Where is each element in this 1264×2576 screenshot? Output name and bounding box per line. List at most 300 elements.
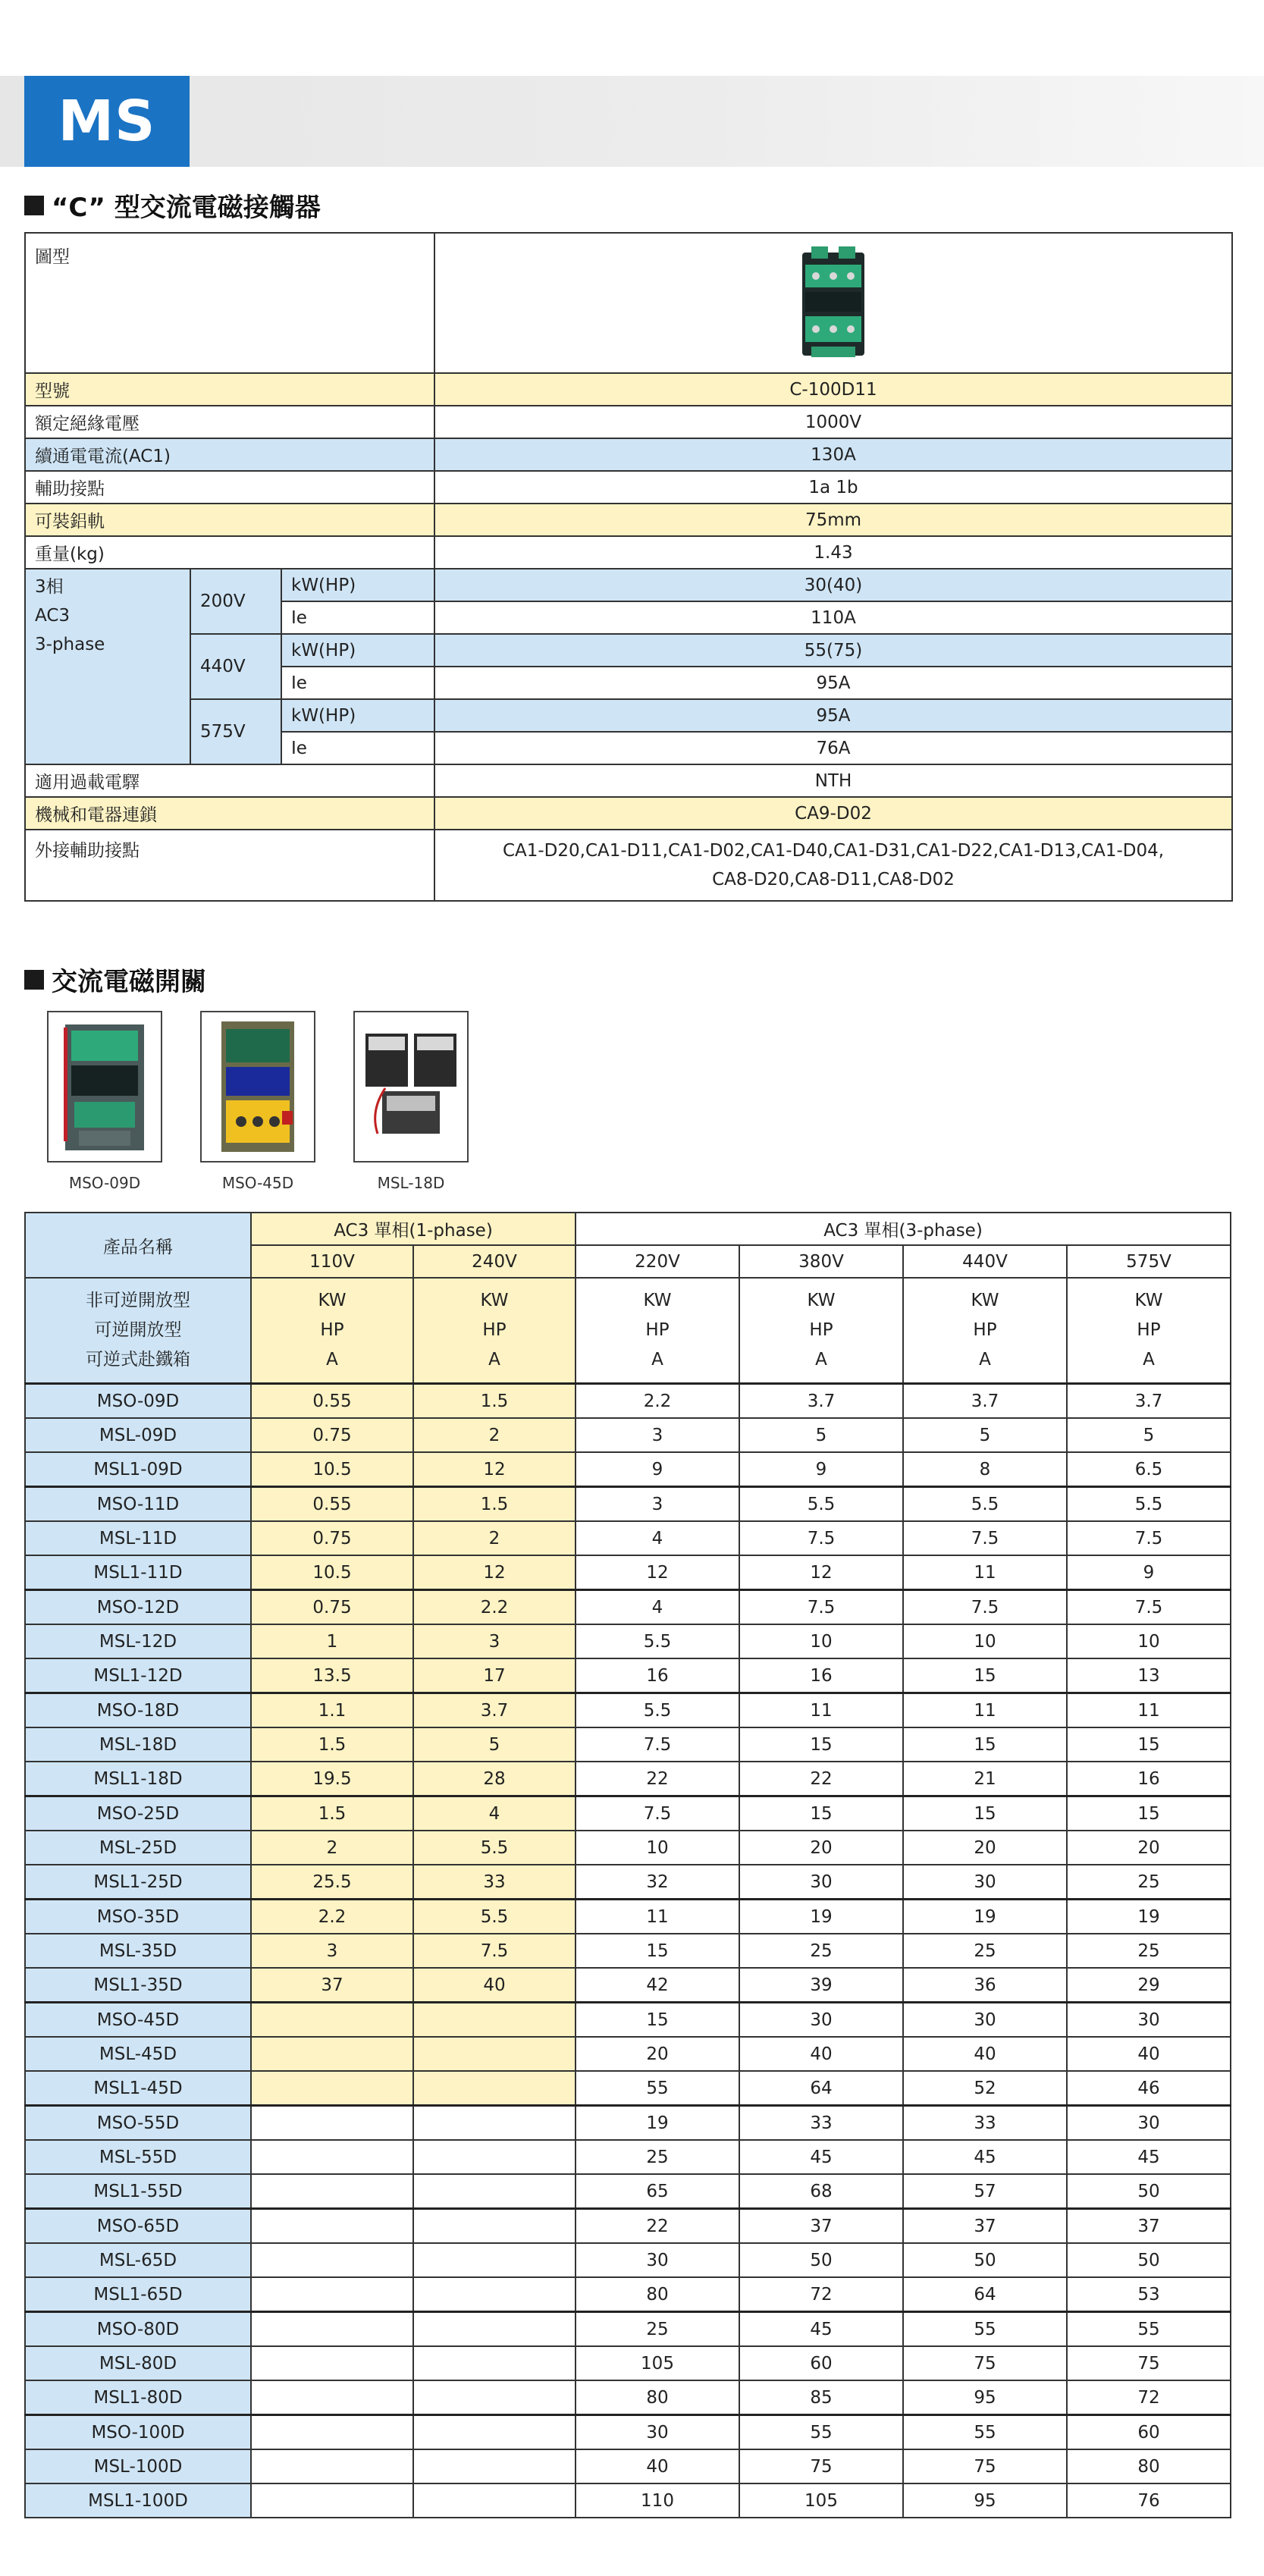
voltage-header: 575V [1067, 1245, 1231, 1278]
value-cell: 28 [413, 1762, 576, 1796]
value-cell: 25 [1067, 1865, 1231, 1900]
spec-value: C-100D11 [434, 373, 1232, 406]
value-cell [413, 2380, 576, 2415]
table-row [25, 1418, 1231, 1452]
value-cell [413, 2174, 576, 2209]
value-cell: 68 [739, 2174, 903, 2209]
value-cell: 30 [739, 1865, 903, 1900]
table-row [25, 1555, 1231, 1590]
legend-units [1067, 1278, 1231, 1384]
model-name: MSL-35D [25, 1934, 251, 1968]
kw-label: kW(HP) [281, 634, 434, 667]
photo-caption-2: MSO-45D [221, 1174, 294, 1192]
spec-row-aux [25, 830, 1232, 901]
value-cell: 110 [576, 2483, 739, 2518]
voltage-header: 380V [739, 1245, 903, 1278]
legend-unit: KW [807, 1291, 836, 1310]
value-cell: 46 [1067, 2071, 1231, 2106]
model-name: MSO-11D [25, 1487, 251, 1522]
table-row [25, 2209, 1231, 2244]
value-cell [413, 2140, 576, 2174]
value-cell [251, 2449, 413, 2483]
value-cell: 15 [903, 1658, 1067, 1693]
value-cell [251, 2312, 413, 2347]
model-name: MSL1-100D [25, 2483, 251, 2518]
value-cell: 5.5 [576, 1624, 739, 1658]
value-cell: 10.5 [251, 1452, 413, 1487]
model-name: MSL1-80D [25, 2380, 251, 2415]
value-cell: 20 [739, 1831, 903, 1865]
value-cell: 2.2 [576, 1384, 739, 1419]
value-cell: 37 [739, 2209, 903, 2244]
value-cell: 20 [576, 2037, 739, 2071]
value-cell: 72 [739, 2277, 903, 2312]
model-name: MSL-12D [25, 1624, 251, 1658]
value-cell: 7.5 [739, 1521, 903, 1555]
legend-unit: A [651, 1350, 663, 1370]
value-cell [251, 2277, 413, 2312]
table-row [25, 2106, 1231, 2141]
value-cell: 30 [576, 2243, 739, 2277]
spec-label: 適用過載電驛 [25, 764, 434, 797]
header-1phase: AC3 單相(1-phase) [251, 1213, 576, 1245]
value-cell [251, 2483, 413, 2518]
table-row [25, 2483, 1231, 2518]
value-cell: 45 [739, 2140, 903, 2174]
magnetic-switch-table [24, 1212, 1231, 2518]
model-name: MSL-09D [25, 1418, 251, 1452]
value-cell: 25 [576, 2140, 739, 2174]
value-cell: 55 [739, 2415, 903, 2450]
image-label: 圖型 [35, 247, 70, 267]
aux-value [434, 830, 1232, 901]
voltage-cell: 575V [190, 699, 281, 764]
value-cell: 32 [576, 1865, 739, 1900]
spec-label: 機械和電器連鎖 [25, 797, 434, 830]
value-cell: 50 [1067, 2174, 1231, 2209]
spec-label: 型號 [25, 373, 434, 406]
value-cell: 40 [1067, 2037, 1231, 2071]
product-photo-mso-45d [200, 1011, 315, 1162]
legend-unit: HP [973, 1320, 997, 1340]
table-row [25, 2312, 1231, 2347]
spec-row [25, 406, 1232, 438]
value-cell: 11 [739, 1693, 903, 1728]
kw-label: kW(HP) [281, 699, 434, 732]
value-cell: 40 [576, 2449, 739, 2483]
model-name: MSL-45D [25, 2037, 251, 2071]
value-cell: 75 [903, 2346, 1067, 2380]
phase-label [25, 569, 190, 764]
value-cell: 5 [413, 1727, 576, 1762]
value-cell [251, 2415, 413, 2450]
model-name: MSL-25D [25, 1831, 251, 1865]
value-cell: 64 [903, 2277, 1067, 2312]
value-cell: 30 [903, 1865, 1067, 1900]
value-cell: 64 [739, 2071, 903, 2106]
voltage-cell: 440V [190, 634, 281, 699]
value-cell: 19 [1067, 1900, 1231, 1934]
legend-units [576, 1278, 739, 1384]
value-cell [413, 2449, 576, 2483]
model-name: MSL-11D [25, 1521, 251, 1555]
value-cell: 80 [1067, 2449, 1231, 2483]
spec-row [25, 764, 1232, 797]
value-cell: 52 [903, 2071, 1067, 2106]
model-name: MSO-65D [25, 2209, 251, 2244]
value-cell: 3 [576, 1418, 739, 1452]
value-cell: 1 [251, 1624, 413, 1658]
value-cell: 30 [1067, 2003, 1231, 2038]
table-row [25, 1487, 1231, 1522]
table-row [25, 2380, 1231, 2415]
spec-value: CA9-D02 [434, 797, 1232, 830]
value-cell: 5 [739, 1418, 903, 1452]
legend-unit: HP [482, 1320, 507, 1340]
ie-value: 110A [434, 601, 1232, 634]
value-cell: 22 [576, 1762, 739, 1796]
value-cell: 105 [576, 2346, 739, 2380]
value-cell: 3 [413, 1624, 576, 1658]
model-name: MSO-25D [25, 1796, 251, 1831]
table-row [25, 1865, 1231, 1900]
spec-label: 額定絕緣電壓 [25, 406, 434, 438]
value-cell: 25.5 [251, 1865, 413, 1900]
spec-label: 外接輔助接點 [25, 830, 434, 901]
value-cell: 10 [576, 1831, 739, 1865]
value-cell: 7.5 [739, 1590, 903, 1625]
value-cell: 25 [903, 1934, 1067, 1968]
value-cell [413, 2277, 576, 2312]
value-cell: 20 [903, 1831, 1067, 1865]
value-cell: 75 [1067, 2346, 1231, 2380]
value-cell: 3.7 [1067, 1384, 1231, 1419]
value-cell: 5.5 [739, 1487, 903, 1522]
table-row [25, 1624, 1231, 1658]
value-cell: 75 [903, 2449, 1067, 2483]
value-cell: 25 [1067, 1934, 1231, 1968]
product-name-header: 產品名稱 [25, 1213, 251, 1278]
voltage-header: 440V [903, 1245, 1067, 1278]
legend-unit: HP [320, 1320, 344, 1340]
model-name: MSL1-09D [25, 1452, 251, 1487]
value-cell: 30 [1067, 2106, 1231, 2141]
value-cell: 60 [739, 2346, 903, 2380]
value-cell: 13.5 [251, 1658, 413, 1693]
value-cell: 4 [576, 1590, 739, 1625]
value-cell: 11 [1067, 1693, 1231, 1728]
spec-value: NTH [434, 764, 1232, 797]
value-cell [251, 2071, 413, 2106]
spec-value: 1000V [434, 406, 1232, 438]
value-cell: 7.5 [576, 1796, 739, 1831]
value-cell: 5.5 [576, 1693, 739, 1728]
table-row [25, 1762, 1231, 1796]
value-cell: 45 [903, 2140, 1067, 2174]
value-cell: 1.5 [251, 1727, 413, 1762]
value-cell: 5.5 [1067, 1487, 1231, 1522]
value-cell: 45 [1067, 2140, 1231, 2174]
table-row [25, 2037, 1231, 2071]
product-image-3 [355, 1012, 467, 1161]
value-cell: 1.1 [251, 1693, 413, 1728]
value-cell: 30 [739, 2003, 903, 2038]
value-cell: 9 [576, 1452, 739, 1487]
legend-unit: KW [1134, 1291, 1163, 1310]
phase-label-line: 3相 [35, 577, 64, 597]
value-cell: 5 [1067, 1418, 1231, 1452]
value-cell: 50 [903, 2243, 1067, 2277]
value-cell: 10 [903, 1624, 1067, 1658]
value-cell: 16 [739, 1658, 903, 1693]
header-banner [0, 76, 1264, 167]
value-cell [251, 2106, 413, 2141]
spec-value: 75mm [434, 504, 1232, 536]
model-name: MSO-100D [25, 2415, 251, 2450]
section-title-text: 交流電磁開關 [52, 967, 206, 997]
value-cell: 9 [739, 1452, 903, 1487]
section-title-text: “C” 型交流電磁接觸器 [52, 193, 321, 223]
value-cell: 7.5 [413, 1934, 576, 1968]
value-cell: 4 [576, 1521, 739, 1555]
value-cell: 57 [903, 2174, 1067, 2209]
value-cell: 19 [739, 1900, 903, 1934]
spec-label: 可裝鋁軌 [25, 504, 434, 536]
value-cell: 80 [576, 2277, 739, 2312]
ie-label: Ie [281, 601, 434, 634]
value-cell: 13 [1067, 1658, 1231, 1693]
value-cell: 55 [1067, 2312, 1231, 2347]
value-cell: 50 [1067, 2243, 1231, 2277]
value-cell: 55 [903, 2415, 1067, 2450]
value-cell: 105 [739, 2483, 903, 2518]
voltage-header: 110V [251, 1245, 413, 1278]
table-row [25, 1693, 1231, 1728]
bullet-square-icon [24, 196, 44, 215]
value-cell: 65 [576, 2174, 739, 2209]
value-cell: 19.5 [251, 1762, 413, 1796]
value-cell: 16 [576, 1658, 739, 1693]
value-cell: 37 [251, 1968, 413, 2003]
legend-labels [25, 1278, 251, 1384]
value-cell: 2 [251, 1831, 413, 1865]
table-row [25, 1968, 1231, 2003]
value-cell: 2 [413, 1521, 576, 1555]
value-cell: 76 [1067, 2483, 1231, 2518]
table-row [25, 2071, 1231, 2106]
value-cell: 10 [1067, 1624, 1231, 1658]
value-cell: 37 [903, 2209, 1067, 2244]
value-cell: 7.5 [1067, 1521, 1231, 1555]
product-photo-mso-09d [47, 1011, 162, 1162]
model-name: MSO-80D [25, 2312, 251, 2347]
table-row [25, 1590, 1231, 1625]
table-row [25, 2346, 1231, 2380]
value-cell [413, 2483, 576, 2518]
phase-row [25, 569, 1232, 601]
value-cell: 33 [413, 1865, 576, 1900]
value-cell [251, 2380, 413, 2415]
value-cell: 9 [1067, 1555, 1231, 1590]
legend-unit: KW [971, 1291, 999, 1310]
value-cell: 15 [903, 1796, 1067, 1831]
value-cell: 10 [739, 1624, 903, 1658]
section-title-switch [24, 961, 206, 998]
model-name: MSL1-12D [25, 1658, 251, 1693]
legend-label: 可逆開放型 [94, 1320, 182, 1340]
contactor-spec-table [24, 232, 1233, 902]
value-cell: 17 [413, 1658, 576, 1693]
value-cell: 50 [739, 2243, 903, 2277]
contactor-image [799, 246, 867, 360]
ie-label: Ie [281, 732, 434, 764]
legend-unit: KW [643, 1291, 672, 1310]
value-cell: 30 [903, 2003, 1067, 2038]
value-cell [251, 2209, 413, 2244]
value-cell: 15 [739, 1796, 903, 1831]
legend-label: 非可逆開放型 [86, 1291, 190, 1310]
value-cell: 7.5 [903, 1590, 1067, 1625]
model-name: MSL-80D [25, 2346, 251, 2380]
value-cell: 29 [1067, 1968, 1231, 2003]
product-image-2 [202, 1012, 314, 1161]
model-name: MSL-65D [25, 2243, 251, 2277]
model-name: MSO-45D [25, 2003, 251, 2038]
legend-unit: A [815, 1350, 827, 1370]
value-cell [251, 2003, 413, 2038]
value-cell: 16 [1067, 1762, 1231, 1796]
value-cell: 19 [576, 2106, 739, 2141]
value-cell: 7.5 [903, 1521, 1067, 1555]
table-row [25, 1452, 1231, 1487]
ie-value: 95A [434, 667, 1232, 699]
bullet-square-icon [24, 970, 44, 990]
table-row [25, 2277, 1231, 2312]
spec-row [25, 471, 1232, 504]
value-cell [251, 2140, 413, 2174]
value-cell [251, 2243, 413, 2277]
table-row [25, 1934, 1231, 1968]
value-cell [413, 2415, 576, 2450]
value-cell [251, 2346, 413, 2380]
table-row [25, 1900, 1231, 1934]
product-image-1 [49, 1012, 161, 1161]
legend-units [903, 1278, 1067, 1384]
value-cell: 2 [413, 1418, 576, 1452]
value-cell: 1.5 [251, 1796, 413, 1831]
table-row [25, 1727, 1231, 1762]
value-cell: 72 [1067, 2380, 1231, 2415]
spec-value: 1a 1b [434, 471, 1232, 504]
value-cell: 5.5 [413, 1900, 576, 1934]
spec-row [25, 536, 1232, 569]
value-cell: 7.5 [576, 1727, 739, 1762]
value-cell: 8 [903, 1452, 1067, 1487]
value-cell: 3 [576, 1487, 739, 1522]
value-cell: 37 [1067, 2209, 1231, 2244]
model-name: MSO-18D [25, 1693, 251, 1728]
value-cell: 53 [1067, 2277, 1231, 2312]
value-cell: 25 [739, 1934, 903, 1968]
phase-row [25, 699, 1232, 732]
legend-unit: HP [809, 1320, 833, 1340]
contactor-image-cell [434, 233, 1232, 373]
value-cell: 39 [739, 1968, 903, 2003]
model-name: MSL1-35D [25, 1968, 251, 2003]
legend-unit: KW [318, 1291, 347, 1310]
table-row [25, 2140, 1231, 2174]
value-cell: 40 [903, 2037, 1067, 2071]
photo-caption-1: MSO-09D [68, 1174, 141, 1192]
value-cell: 11 [576, 1900, 739, 1934]
legend-row [25, 1278, 1231, 1384]
value-cell: 15 [1067, 1796, 1231, 1831]
value-cell [413, 2243, 576, 2277]
value-cell: 12 [739, 1555, 903, 1590]
spec-row [25, 797, 1232, 830]
value-cell: 33 [903, 2106, 1067, 2141]
section-title-contactor [24, 187, 321, 224]
value-cell: 21 [903, 1762, 1067, 1796]
value-cell: 0.55 [251, 1487, 413, 1522]
aux-line-2: CA8-D20,CA8-D11,CA8-D02 [712, 870, 955, 890]
spec-value: 130A [434, 438, 1232, 471]
table-row [25, 1521, 1231, 1555]
table-row [25, 2243, 1231, 2277]
legend-unit: A [1143, 1350, 1155, 1370]
value-cell: 0.75 [251, 1418, 413, 1452]
model-name: MSL-55D [25, 2140, 251, 2174]
image-label-cell [25, 233, 434, 373]
value-cell: 40 [739, 2037, 903, 2071]
table-row [25, 2415, 1231, 2450]
spec-row [25, 504, 1232, 536]
table-row [25, 2003, 1231, 2038]
value-cell: 15 [576, 2003, 739, 2038]
value-cell: 5.5 [903, 1487, 1067, 1522]
value-cell: 95 [903, 2380, 1067, 2415]
legend-unit: A [326, 1350, 338, 1370]
value-cell: 1.5 [413, 1384, 576, 1419]
table-row [25, 1796, 1231, 1831]
table-row [25, 2174, 1231, 2209]
model-name: MSL1-45D [25, 2071, 251, 2106]
legend-unit: HP [1137, 1320, 1161, 1340]
value-cell: 3.7 [739, 1384, 903, 1419]
value-cell: 33 [739, 2106, 903, 2141]
value-cell: 6.5 [1067, 1452, 1231, 1487]
value-cell: 10.5 [251, 1555, 413, 1590]
value-cell: 22 [576, 2209, 739, 2244]
value-cell: 45 [739, 2312, 903, 2347]
value-cell [413, 2071, 576, 2106]
model-name: MSO-09D [25, 1384, 251, 1419]
model-name: MSL1-55D [25, 2174, 251, 2209]
value-cell: 15 [739, 1727, 903, 1762]
kw-label: kW(HP) [281, 569, 434, 601]
value-cell: 80 [576, 2380, 739, 2415]
spec-row [25, 438, 1232, 471]
legend-label: 可逆式赴鐵箱 [86, 1350, 190, 1370]
value-cell: 2.2 [251, 1900, 413, 1934]
value-cell: 95 [903, 2483, 1067, 2518]
value-cell: 3.7 [413, 1693, 576, 1728]
model-name: MSL1-18D [25, 1762, 251, 1796]
legend-units [413, 1278, 576, 1384]
table-row [25, 2449, 1231, 2483]
value-cell: 25 [576, 2312, 739, 2347]
value-cell: 5 [903, 1418, 1067, 1452]
